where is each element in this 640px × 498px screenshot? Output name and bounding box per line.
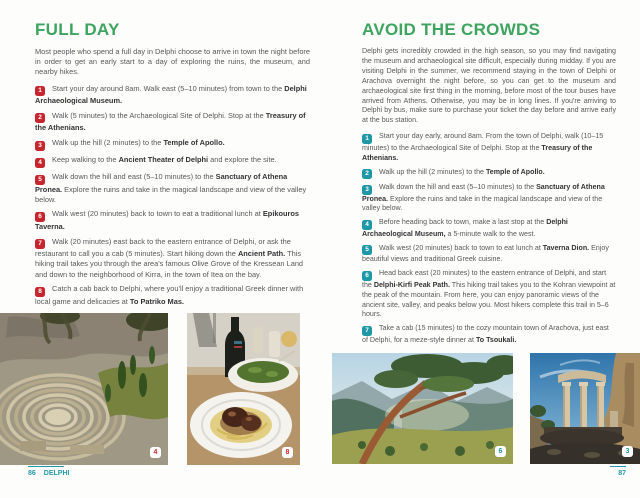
- step-highlight: Taverna Dion.: [542, 243, 590, 252]
- step-item: [35, 138, 310, 151]
- intro-paragraph: Delphi gets incredibly crowded in the high season, so you may find navigating the museum and archaeological site difficult, especially during midday. If you are visiting Delphi in the summer, we recommend staying in the town of Delphi or Arachova overnight the night before, so you can get to the museum and archaeological site first thing in the morning, before most of the tour buses have arrived from Athens. Otherwise, you may be in long lines. If you're arriving to Delphi by bus, make sure to purchase your ticket the day before and arrive early at the bus station.: [362, 47, 616, 125]
- step-text: and explore the site.: [208, 155, 277, 165]
- step-highlight: Ancient Path.: [237, 249, 286, 259]
- page-title-avoid-crowds: AVOID THE CROWDS: [362, 20, 541, 39]
- step-number-badge: 4: [362, 220, 372, 230]
- step-highlight: To Tsoukali.: [475, 335, 517, 344]
- step-number-badge: 6: [35, 212, 45, 222]
- step-text: Walk down the hill and east (5–10 minutes) to the: [379, 183, 537, 192]
- step-highlight: Epikouros Taverna.: [35, 209, 300, 231]
- step-text: Explore the ruins and take in the magical landscape and view of the valley below.: [35, 184, 307, 204]
- step-item: [35, 84, 310, 107]
- page-number: 86: [28, 470, 36, 477]
- photo-number-badge: 4: [150, 447, 161, 458]
- step-text: Before heading back to town, make a last stop at the: [379, 218, 547, 227]
- step-item: [362, 269, 616, 320]
- step-highlight: Sanctuary of Athena Pronea.: [362, 183, 605, 203]
- step-text: This hiking trail takes you to the Kohran viewpoint at the peak of the mountain. From here, you can enjoy panoramic views of the ancient site, valley, and peaks below you. Most hikers complete this trail in 5–6 hours.: [362, 280, 616, 319]
- step-text: Head back east (20 minutes) to the eastern entrance of Delphi, and start the: [362, 269, 607, 289]
- step-text: Catch a cab back to Delphi, where you'll enjoy a traditional Greek dinner with local game and delicacies at: [35, 284, 304, 306]
- step-highlight: Treasury of the Athenians.: [35, 110, 306, 133]
- step-text: Keep walking to the: [52, 155, 119, 165]
- photo-number-badge: 6: [495, 446, 506, 457]
- step-item: [35, 237, 310, 280]
- ancient-theater-illustration: [0, 313, 168, 465]
- step-item: [35, 155, 310, 168]
- photo-number-badge: 3: [622, 446, 633, 457]
- step-item: [362, 168, 616, 180]
- step-text: a 5-minute walk to the west.: [445, 229, 536, 238]
- valley-pine-illustration: [332, 353, 513, 464]
- page-footer-left: [28, 466, 69, 477]
- step-text: This hiking trail takes you through the area's famous Olive Grove of the Kressean Land and down to the neighborhood of Kirra, in the town of Itea on the bay.: [35, 249, 304, 279]
- step-text: Walk west (20 minutes) back to town to eat lunch at: [379, 243, 543, 252]
- step-item: [362, 244, 616, 265]
- steps-list: [35, 84, 310, 307]
- page-footer-right: [610, 466, 626, 477]
- step-text: Explore the ruins and take in the magical landscape and view of the valley below.: [362, 194, 603, 213]
- steps-list: [362, 132, 616, 345]
- photo-valley-pine-tree: [332, 353, 513, 464]
- step-highlight: To Patriko Mas.: [129, 296, 184, 306]
- step-text: Walk (20 minutes) east back to the eastern entrance of Delphi, or ask the restaurant to call you a cab (5 minutes). Start hiking down the: [35, 236, 291, 259]
- step-item: [362, 324, 616, 345]
- step-item: [362, 183, 616, 214]
- page-left: [35, 20, 310, 311]
- step-highlight: Sanctuary of Athena Pronea.: [35, 172, 288, 194]
- step-number-badge: 1: [35, 86, 45, 96]
- step-highlight: Temple of Apollo.: [485, 167, 545, 176]
- step-number-badge: 4: [35, 158, 45, 168]
- step-number-badge: 5: [362, 245, 372, 255]
- page-title-full-day: FULL DAY: [35, 20, 120, 39]
- photo-ancient-theater: [0, 313, 168, 465]
- page-right: [362, 20, 616, 350]
- photo-tholos-ruins: [530, 353, 640, 464]
- footer-rule: [610, 466, 626, 467]
- step-number-badge: 5: [35, 175, 45, 185]
- footer-rule: [28, 466, 64, 467]
- step-item: [35, 284, 310, 307]
- step-text: Enjoy beautiful views and traditional Greek cuisine.: [362, 243, 609, 264]
- page-number: 87: [618, 470, 626, 477]
- step-item: [362, 218, 616, 239]
- chapter-label: DELPHI: [43, 470, 70, 477]
- step-item: [35, 111, 310, 134]
- step-highlight: Delphi-Kirfi Peak Path.: [373, 280, 450, 289]
- step-highlight: Delphi Archaeological Museum.: [35, 83, 307, 106]
- photo-taverna-lunch: [187, 313, 300, 465]
- step-number-badge: 3: [35, 141, 45, 151]
- step-number-badge: 1: [362, 134, 372, 144]
- step-highlight: Treasury of the Athenians.: [362, 143, 593, 162]
- step-text: Start your day around 8am. Walk east (5–10 minutes) from town to the: [52, 83, 285, 93]
- step-highlight: Temple of Apollo.: [163, 138, 225, 148]
- step-number-badge: 7: [35, 239, 45, 249]
- step-item: [362, 132, 616, 163]
- step-number-badge: 8: [35, 287, 45, 297]
- step-text: Walk (5 minutes) to the Archaeological Site of Delphi. Stop at the: [52, 110, 266, 120]
- step-number-badge: 2: [35, 113, 45, 123]
- step-highlight: Delphi Archaeological Museum,: [362, 218, 568, 238]
- step-text: Start your day early, around 8am. From the town of Delphi, walk (10–15 minutes) to the Archaeological Site of Delphi. Stop at the: [362, 132, 604, 152]
- step-item: [35, 172, 310, 205]
- photo-number-badge: 8: [282, 447, 293, 458]
- intro-paragraph: Most people who spend a full day in Delphi choose to arrive in town the night before in order to get an early start to a day of exploring the ruins, the museum, and nearby hikes.: [35, 47, 310, 77]
- step-text: Walk up the hill (2 minutes) to the: [379, 167, 486, 176]
- step-text: Take a cab (15 minutes) to the cozy mountain town of Arachova, just east of Delphi, for a meze-style dinner at: [362, 324, 609, 344]
- taverna-lunch-illustration: [187, 313, 300, 465]
- step-highlight: Ancient Theater of Delphi: [118, 155, 209, 165]
- step-number-badge: 3: [362, 185, 372, 195]
- step-text: Walk up the hill (2 minutes) to the: [52, 138, 164, 148]
- step-number-badge: 2: [362, 169, 372, 179]
- step-text: Walk down the hill and east (5–10 minutes) to the: [52, 172, 216, 182]
- step-item: [35, 209, 310, 232]
- step-number-badge: 6: [362, 271, 372, 281]
- step-number-badge: 7: [362, 326, 372, 336]
- step-text: Walk west (20 minutes) back to town to eat a traditional lunch at: [52, 209, 263, 219]
